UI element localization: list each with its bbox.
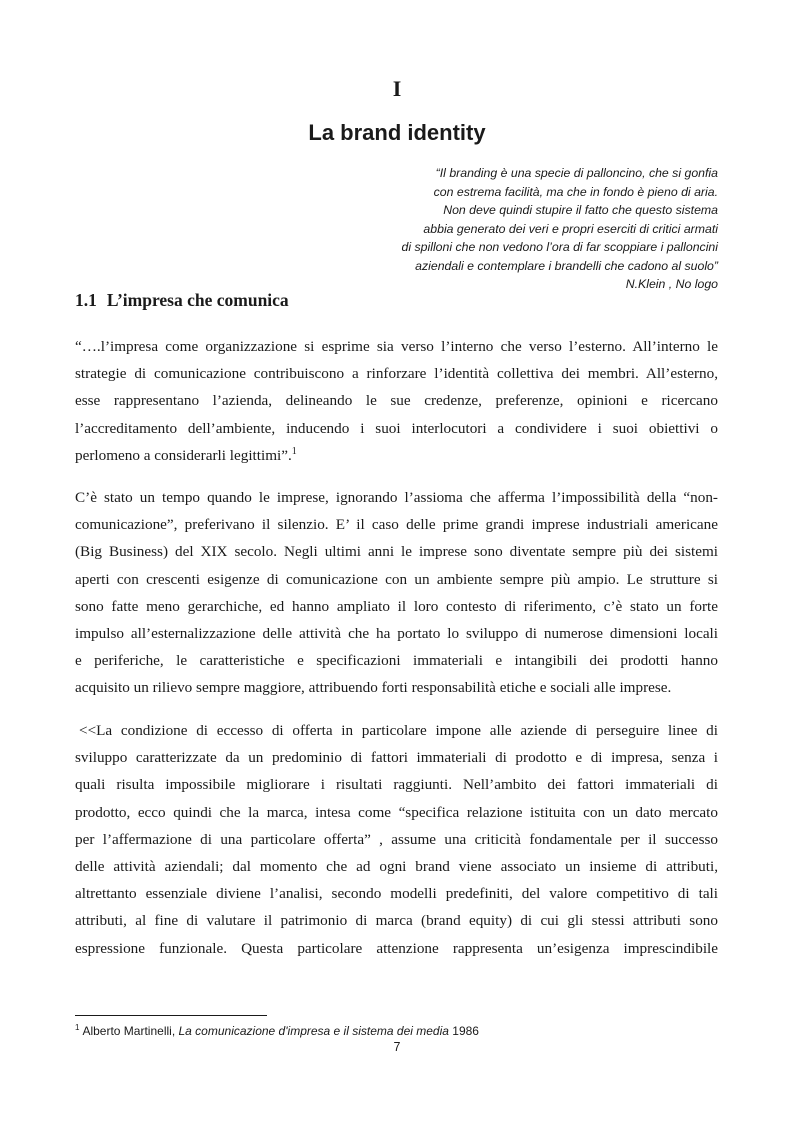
section-title: L’impresa che comunica: [106, 290, 289, 310]
epigraph-attribution: N.Klein , No logo: [625, 277, 718, 291]
section-heading: [75, 290, 289, 311]
epigraph: [298, 164, 718, 294]
footnote-year: 1986: [452, 1024, 479, 1038]
paragraph-line: <<La condizione di eccesso di offerta in particolare impone alle aziende di perseguire linee di: [79, 722, 718, 739]
paragraph-line: delle attività aziendali; dal momento che ad ogni brand viene associato un insieme di attributi,: [75, 858, 718, 876]
page-number: 7: [393, 1040, 401, 1054]
paragraph-line: l’accreditamento dell’ambiente, inducendo i suoi interlocutori a condividere i suoi obiettivi o: [75, 419, 718, 437]
chapter-title-text: La brand identity: [308, 120, 486, 145]
paragraph-line: C’è stato un tempo quando le imprese, ignorando l’assioma che afferma l’impossibilità della “non-: [75, 489, 718, 506]
epigraph-line: Non deve quindi stupire il fatto che questo sistema: [443, 203, 718, 217]
paragraph-line: sviluppo caratterizzate da un predominio di fattori immateriali di prodotto e di impresa, senza i: [75, 749, 718, 767]
paragraph-line: (Big Business) del XIX secolo. Negli ultimi anni le imprese sono diventate sempre più dei sistemi: [75, 543, 718, 561]
epigraph-line: abbia generato dei veri e propri eserciti di critici armati: [423, 221, 718, 236]
footnote-author: Alberto Martinelli,: [82, 1024, 176, 1038]
paragraph-line: “….l’impresa come organizzazione si esprime sia verso l’interno che verso l’esterno. All’interno le: [75, 338, 718, 355]
paragraph-line-text: perlomeno a considerarli legittimi”.: [75, 446, 292, 464]
footnote: [75, 1024, 479, 1038]
paragraph-1: [75, 333, 718, 469]
chapter-title: [0, 120, 794, 146]
paragraph-line: altrettanto essenziale diviene l’analisi, secondo modelli predefiniti, del valore competitivo di tali: [75, 885, 718, 903]
paragraph-line: comunicazione”, preferivano il silenzio. E’ il caso delle prime grandi imprese industriali americane: [75, 516, 718, 534]
paragraph-line: aperti con crescenti esigenze di comunicazione con un ambiente sempre più ampio. Le strutture si: [75, 570, 718, 588]
paragraph-line: sono fatte meno gerarchiche, ed hanno ampliato il loro contesto di riferimento, c’è stato un forte: [75, 597, 718, 615]
footnote-title: La comunicazione d'impresa e il sistema dei media: [178, 1024, 449, 1038]
paragraph-line: e periferiche, le caratteristiche e specificazioni immateriali e intangibili dei prodotti hanno: [75, 652, 718, 670]
paragraph-line: impulso all’esternalizzazione delle attività che ha portato lo sviluppo di numerose dimensioni locali: [75, 625, 718, 643]
footnote-divider: [75, 1015, 267, 1016]
paragraph-line: esse rappresentano l’azienda, delineando le sue credenze, preferenze, opinioni e ricercano: [75, 392, 718, 410]
chapter-number: I: [392, 76, 402, 101]
footnote-reference[interactable]: 1: [291, 445, 297, 457]
paragraph-line: attributi, al fine di valutare il patrimonio di marca (brand equity) di cui gli stessi attributi sono: [75, 912, 718, 930]
paragraph-line: quali risulta impossibile migliorare i risultati raggiunti. Nell’ambito dei fattori immateriali di: [75, 776, 718, 794]
paragraph-3: [75, 717, 718, 962]
paragraph-line: acquisito un rilievo sempre maggiore, attribuendo forti responsabilità etiche e sociali alle imprese.: [75, 679, 672, 697]
epigraph-line: “Il branding è una specie di palloncino, che si gonfia: [435, 166, 718, 180]
paragraph-line: prodotto, ecco quindi che la marca, intesa come “specifica relazione istituita con un dato mercato: [75, 803, 718, 821]
paragraph-line: per l’affermazione di una particolare offerta” , assume una criticità fondamentale per il successo: [75, 830, 718, 848]
epigraph-line: con estrema facilità, ma che in fondo è pieno di aria.: [433, 184, 718, 199]
epigraph-line: aziendali e contemplare i brandelli che cadono al suolo”: [415, 258, 718, 273]
footnote-number: 1: [75, 1023, 80, 1032]
epigraph-line: di spilloni che non vedono l’ora di far scoppiare i palloncini: [401, 240, 718, 254]
paragraph-line: espressione funzionale. Questa particolare attenzione rappresenta un’esigenza imprescindibile: [75, 939, 718, 957]
paragraph-line: strategie di comunicazione contribuiscono a rinforzare l’identità collettiva dei membri. All’esterno,: [75, 365, 718, 383]
paragraph-line-last: [75, 442, 718, 469]
section-number: 1.1: [75, 290, 97, 310]
paragraph-2: [75, 484, 718, 702]
